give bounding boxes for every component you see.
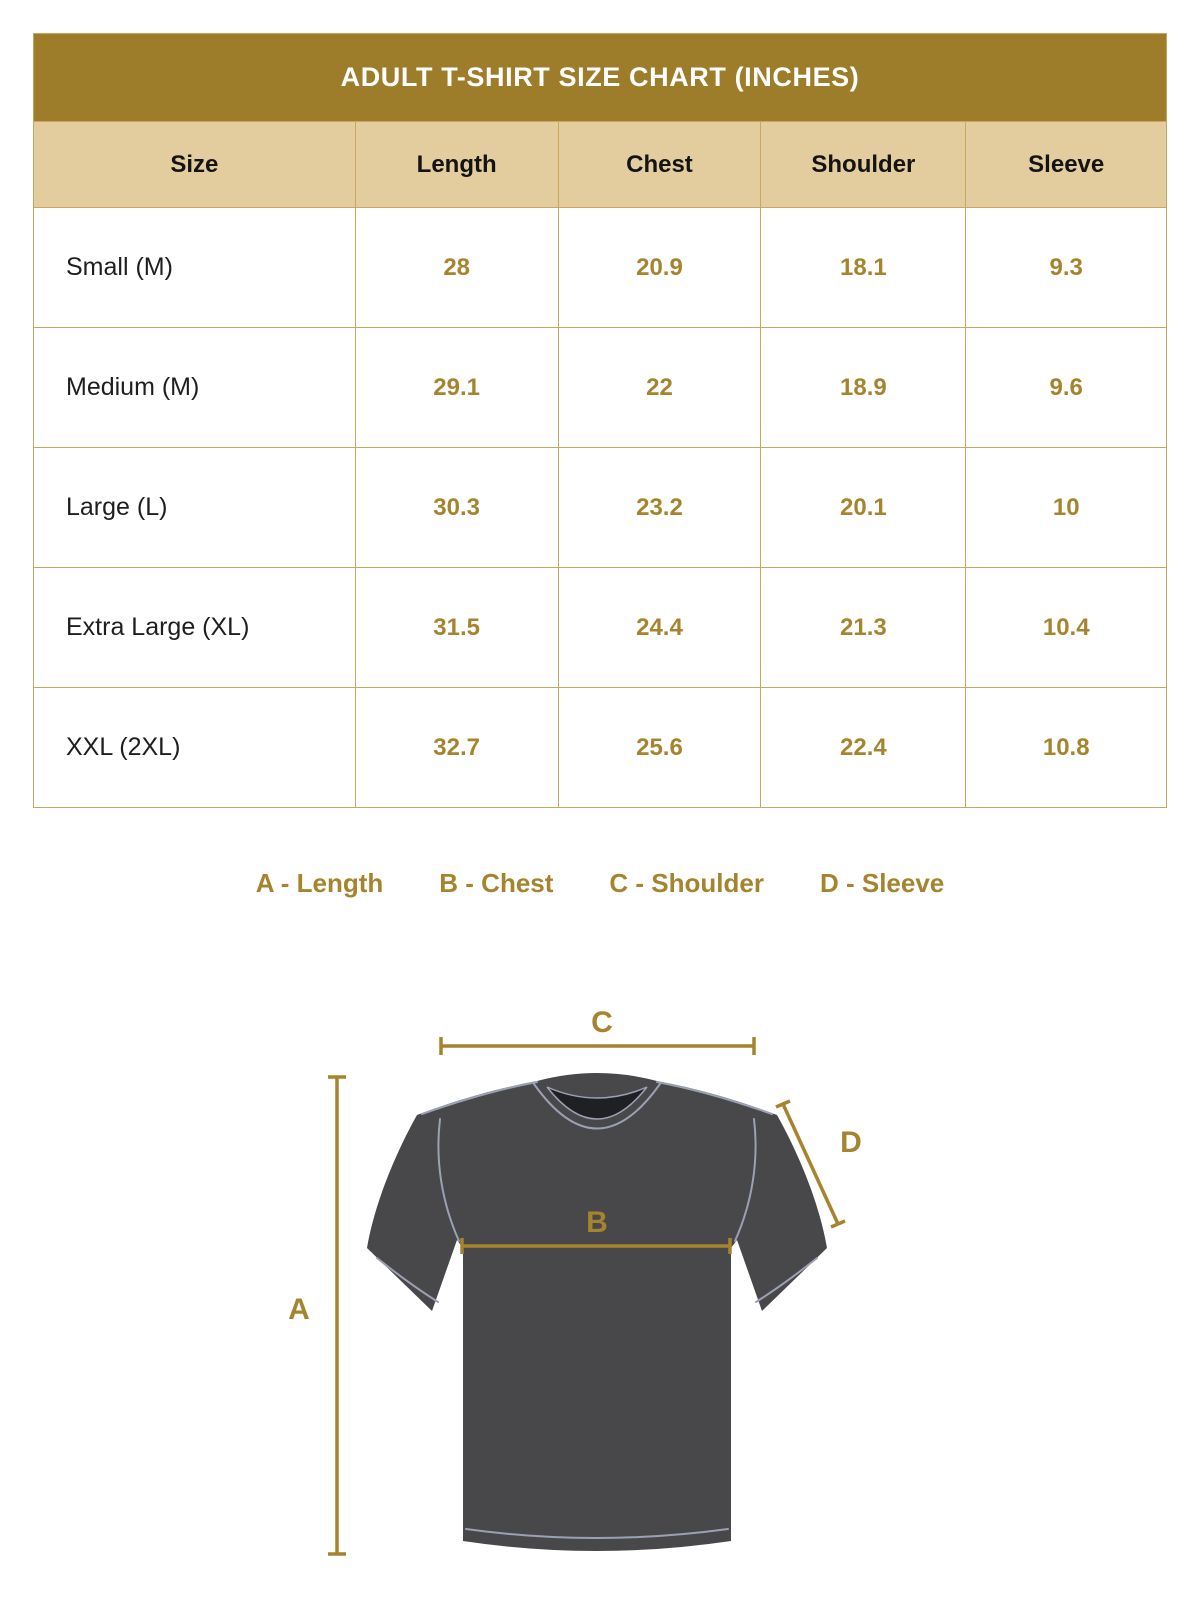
chest-value: 24.4 [558,568,761,688]
length-value: 28 [355,208,558,328]
column-header-length: Length [355,122,558,208]
tshirt-measurement-diagram [250,981,950,1600]
length-value: 30.3 [355,448,558,568]
size-label: XXL (2XL) [34,688,356,808]
shoulder-value: 22.4 [761,688,966,808]
legend-item-chest: B - Chest [439,868,554,898]
size-label: Extra Large (XL) [34,568,356,688]
column-header-sleeve: Sleeve [966,122,1167,208]
chest-value: 25.6 [558,688,761,808]
table-row-medium [34,328,1167,448]
chest-value: 23.2 [558,448,761,568]
chest-value: 22 [558,328,761,448]
sleeve-value: 9.6 [966,328,1167,448]
column-header-size: Size [34,122,356,208]
chest-measure-label: B [586,1206,608,1239]
column-header-shoulder: Shoulder [761,122,966,208]
sleeve-value: 10.8 [966,688,1167,808]
length-measure-line [328,1077,346,1554]
shoulder-value: 18.9 [761,328,966,448]
sleeve-value: 9.3 [966,208,1167,328]
length-value: 31.5 [355,568,558,688]
measurement-legend [0,868,1200,898]
table-row-small [34,208,1167,328]
length-measure-label: A [288,1293,310,1326]
shoulder-value: 20.1 [761,448,966,568]
size-label: Large (L) [34,448,356,568]
legend-item-shoulder: C - Shoulder [609,868,764,898]
table-row-xl [34,568,1167,688]
column-header-chest: Chest [558,122,761,208]
page-title: ADULT T-SHIRT SIZE CHART (INCHES) [34,34,1167,122]
shoulder-measure-label: C [591,1006,613,1039]
size-label: Small (M) [34,208,356,328]
size-chart-table [33,33,1167,808]
sleeve-value: 10.4 [966,568,1167,688]
title-row [34,34,1167,122]
column-header-row [34,122,1167,208]
sleeve-measure-label: D [840,1126,862,1159]
chest-value: 20.9 [558,208,761,328]
length-value: 32.7 [355,688,558,808]
shoulder-value: 18.1 [761,208,966,328]
legend-item-length: A - Length [255,868,384,898]
table-row-xxl [34,688,1167,808]
sleeve-value: 10 [966,448,1167,568]
shoulder-measure-line [441,1037,754,1055]
legend-item-sleeve: D - Sleeve [819,868,945,898]
size-label: Medium (M) [34,328,356,448]
length-value: 29.1 [355,328,558,448]
tshirt-silhouette [367,1073,827,1551]
table-row-large [34,448,1167,568]
shoulder-value: 21.3 [761,568,966,688]
